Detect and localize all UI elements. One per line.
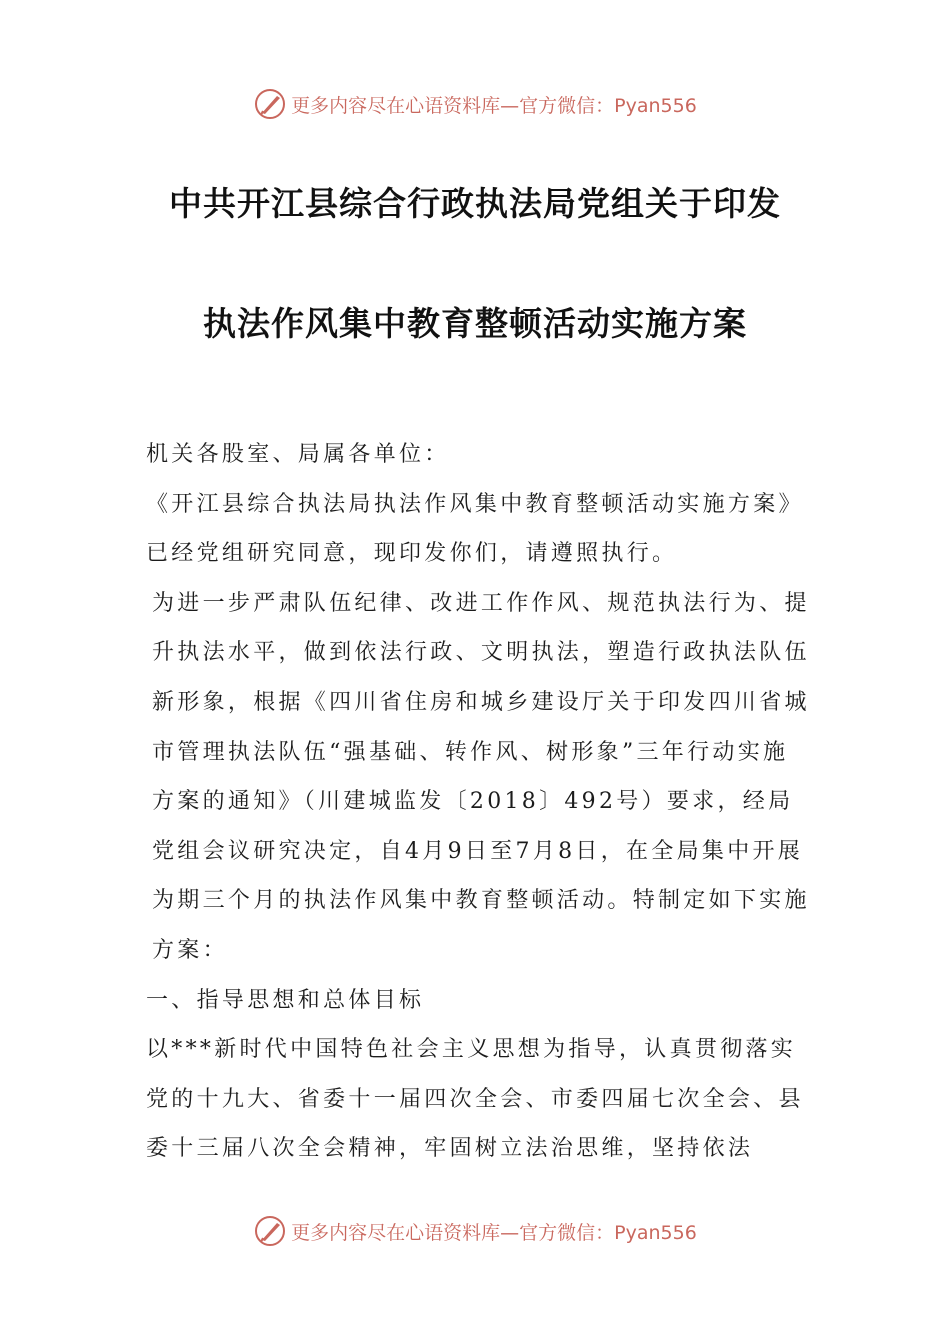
quill-pen-logo-icon xyxy=(253,1214,287,1248)
document-body xyxy=(146,430,810,1174)
salutation: 机关各股室、局属各单位： xyxy=(146,442,450,467)
paragraph-notice: 《开江县综合执法局执法作风集中教育整顿活动实施方案》已经党组研究同意，现印发你们，请遵照执行。 xyxy=(146,491,804,567)
watermark-footer xyxy=(0,1211,950,1251)
document-title-line-2: 执法作风集中教育整顿活动实施方案 xyxy=(203,304,747,343)
document-title-line-1: 中共开江县综合行政执法局党组关于印发 xyxy=(169,184,781,223)
paragraph-guiding-thought: 以***新时代中国特色社会主义思想为指导，认真贯彻落实党的十九大、省委十一届四次全会、市委四届七次全会、县委十三届八次全会精神，牢固树立法治思维，坚持依法 xyxy=(146,1037,804,1162)
watermark-text: 更多内容尽在心语资料库—官方微信：Pyan556 xyxy=(291,1221,697,1244)
paragraph-purpose: 为进一步严肃队伍纪律、改进工作作风、规范执法行为、提升执法水平，做到依法行政、文明执法，塑造行政执法队伍新形象，根据《四川省住房和城乡建设厅关于印发四川省城市管理执法队伍“强基础、转作风、树形象”三年行动实施方案的通知》（川建城监发〔2018〕492号）要求，经局党组会议研究决定，自4月9日至7月8日，在全局集中开展为期三个月的执法作风集中教育整顿活动。特制定如下实施方案： xyxy=(152,590,810,963)
watermark-header xyxy=(0,84,950,124)
watermark-text: 更多内容尽在心语资料库—官方微信：Pyan556 xyxy=(291,94,697,117)
quill-pen-logo-icon xyxy=(253,87,287,121)
section-heading-1: 一、指导思想和总体目标 xyxy=(146,987,425,1013)
